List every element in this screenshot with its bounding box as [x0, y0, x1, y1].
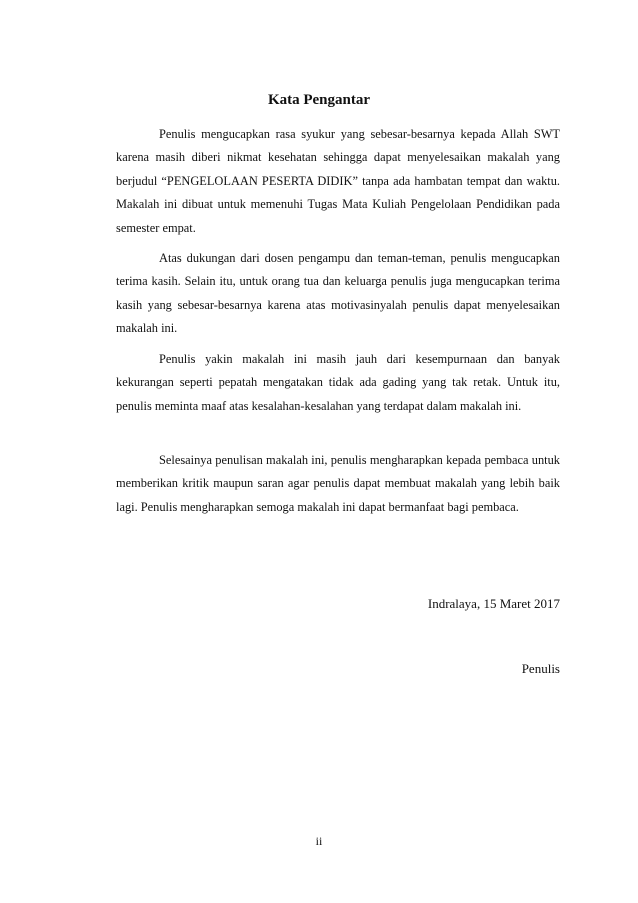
- page-number: ii: [315, 834, 323, 848]
- page-title: Kata Pengantar: [267, 92, 371, 108]
- paragraph-apology: Penulis yakin makalah ini masih jauh dari kesempurnaan dan banyak kekurangan seperti pepatah mengatakan tidak ada gading yang tak retak. Untuk itu, penulis meminta maaf atas kesalahan-kesalahan yang terdapat dalam makalah ini.: [116, 352, 560, 413]
- author-signature: Penulis: [521, 661, 560, 676]
- place-and-date: Indralaya, 15 Maret 2017: [427, 596, 560, 611]
- paragraph-gratitude: Penulis mengucapkan rasa syukur yang sebesar-besarnya kepada Allah SWT karena masih diberi nikmat kesehatan sehingga dapat menyelesaikan makalah yang berjudul “PENGELOLAAN PESERTA DIDIK” tanpa ada hambatan tempat dan waktu. Makalah ini dibuat untuk memenuhi Tugas Mata Kuliah Pengelolaan Pendidikan pada semester empat.: [116, 127, 560, 235]
- paragraph-thanks: Atas dukungan dari dosen pengampu dan teman-teman, penulis mengucapkan terima kasih. Selain itu, untuk orang tua dan keluarga penulis juga mengucapkan terima kasih yang sebesar-besarnya karena atas motivasinyalah penulis dapat menyelesaikan makalah ini.: [116, 251, 560, 336]
- paragraph-closing: Selesainya penulisan makalah ini, penulis mengharapkan kepada pembaca untuk memberikan kritik maupun saran agar penulis dapat membuat makalah yang lebih baik lagi. Penulis mengharapkan semoga makalah ini dapat bermanfaat bagi pembaca.: [116, 453, 560, 514]
